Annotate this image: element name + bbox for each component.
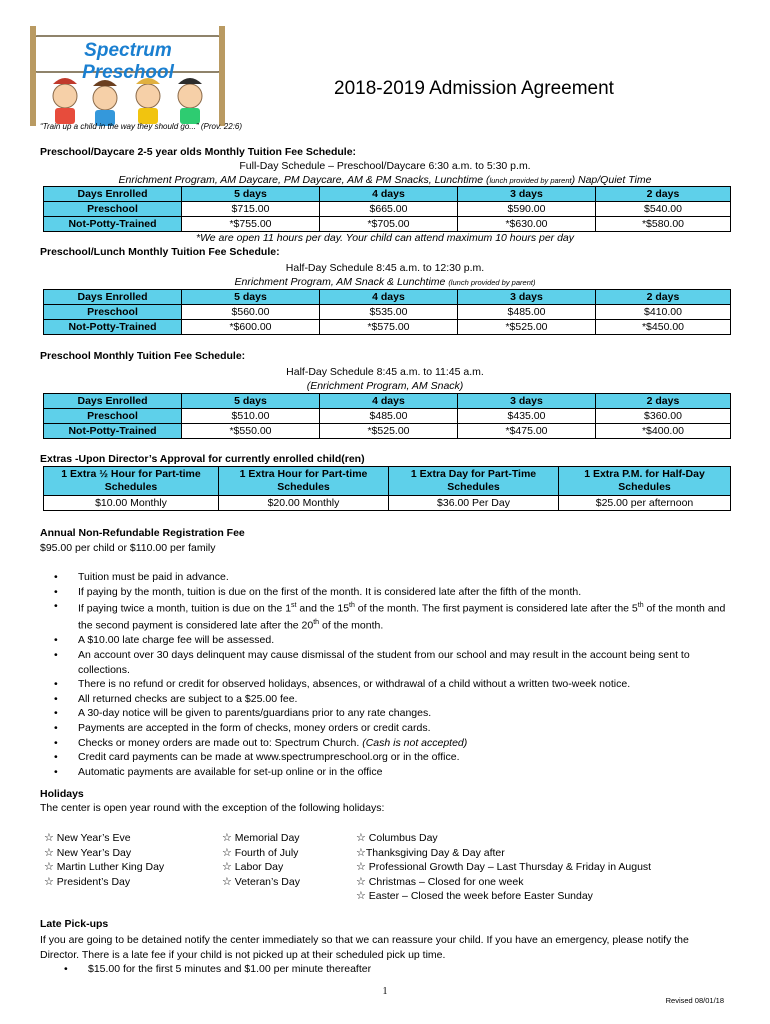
list-item: ☆ New Year’s Eve (44, 832, 131, 844)
star-icon: ☆ (222, 846, 232, 859)
policy-list (54, 570, 734, 779)
star-icon: ☆ (222, 861, 232, 874)
registration-heading: Annual Non-Refundable Registration Fee (40, 527, 245, 539)
table-header: 4 days (320, 187, 458, 202)
table-cell: $435.00 (458, 409, 596, 424)
table-cell: $360.00 (596, 409, 731, 424)
list-item: ☆ Easter – Closed the week before Easter Sunday (356, 890, 593, 903)
table-cell: $25.00 per afternoon (559, 496, 731, 511)
list-item: ☆ Professional Growth Day – Last Thursday & Friday in August (356, 861, 652, 874)
holidays-heading: Holidays (40, 788, 84, 800)
table-cell: $36.00 Per Day (389, 496, 559, 511)
row-label: Preschool (44, 305, 182, 320)
table-cell: *$475.00 (458, 424, 596, 439)
page-number: 1 (382, 986, 388, 997)
table-cell: *$525.00 (458, 320, 596, 335)
list-item: • Credit card payments can be made at www.spectrumpreschool.org or in the office. (54, 750, 734, 765)
table-cell: $10.00 Monthly (44, 496, 219, 511)
row-label: Preschool (44, 202, 182, 217)
page-title: 2018-2019 Admission Agreement (334, 78, 614, 99)
table-cell: $510.00 (182, 409, 320, 424)
list-item: ☆Thanksgiving Day & Day after (356, 846, 505, 859)
late-pickups-text: If you are going to be detained notify the center immediately so that we can reassure your child. If you have an emergency, please notify the Director. There is a late fee if your child is not picked up at their scheduled pick up time. (40, 934, 689, 961)
star-icon: ☆ (222, 832, 232, 844)
table-row (44, 217, 731, 232)
table-cell: $410.00 (596, 305, 731, 320)
list-item: ☆ Labor Day (222, 861, 284, 874)
list-item: • Automatic payments are available for set-up online or in the office (54, 765, 734, 780)
lunch-fee-table (43, 289, 731, 335)
list-item: • If paying by the month, tuition is due on the first of the month. It is considered late after the fifth of the month. (54, 585, 734, 600)
list-item: • Tuition must be paid in advance. (54, 570, 734, 585)
table-header: 1 Extra P.M. for Half-Day Schedules (559, 467, 731, 496)
table-header: 2 days (596, 187, 731, 202)
table-header: 5 days (182, 187, 320, 202)
list-item: • A 30-day notice will be given to parents/guardians prior to any rate changes. (54, 706, 734, 721)
table-header: 1 Extra ½ Hour for Part-time Schedules (44, 467, 219, 496)
daycare-heading: Preschool/Daycare 2-5 year olds Monthly Tuition Fee Schedule: (40, 146, 357, 158)
late-pickups-heading: Late Pick-ups (40, 918, 109, 930)
table-header: 4 days (320, 394, 458, 409)
table-header: 3 days (458, 290, 596, 305)
holidays-intro: The center is open year round with the exception of the following holidays: (40, 802, 385, 814)
holidays-column-1 (44, 831, 164, 889)
star-icon: ☆ (44, 861, 54, 874)
registration-fee-text: $95.00 per child or $110.00 per family (40, 542, 216, 554)
star-icon: ☆ (44, 846, 54, 859)
table-cell: *$525.00 (320, 424, 458, 439)
star-icon: ☆ (356, 890, 366, 903)
table-cell: $20.00 Monthly (219, 496, 389, 511)
table-cell: *$705.00 (320, 217, 458, 232)
row-label: Not-Potty-Trained (44, 424, 182, 439)
table-header: Days Enrolled (44, 290, 182, 305)
table-row (44, 424, 731, 439)
table-header: 5 days (182, 290, 320, 305)
extras-heading: Extras -Upon Director’s Approval for currently enrolled child(ren) (40, 453, 365, 465)
table-row (44, 409, 731, 424)
star-icon: ☆ (356, 832, 366, 844)
holidays-column-3 (356, 831, 651, 904)
table-header: 2 days (596, 394, 731, 409)
preschool-schedule-line: Half-Day Schedule 8:45 a.m. to 11:45 a.m. (286, 366, 484, 378)
table-cell: *$755.00 (182, 217, 320, 232)
preschool-fee-table (43, 393, 731, 439)
list-item: ☆ Fourth of July (222, 846, 299, 859)
table-header: 5 days (182, 394, 320, 409)
star-icon: ☆ (356, 861, 366, 874)
star-icon: ☆ (44, 875, 54, 888)
list-item: ☆ President’s Day (44, 875, 131, 888)
table-cell: *$630.00 (458, 217, 596, 232)
table-cell: *$400.00 (596, 424, 731, 439)
star-icon: ☆ (356, 875, 366, 888)
list-item: ☆ New Year’s Day (44, 846, 132, 859)
list-item: ☆ Memorial Day (222, 832, 300, 844)
list-item: • $15.00 for the first 5 minutes and $1.00 per minute thereafter (64, 962, 664, 977)
table-header: 3 days (458, 187, 596, 202)
star-icon: ☆ (356, 846, 366, 859)
row-label: Not-Potty-Trained (44, 320, 182, 335)
list-item: ☆ Martin Luther King Day (44, 861, 165, 874)
table-cell: $485.00 (458, 305, 596, 320)
preschool-heading: Preschool Monthly Tuition Fee Schedule: (40, 350, 246, 362)
table-cell: $535.00 (320, 305, 458, 320)
star-icon: ☆ (44, 832, 54, 844)
table-row (44, 305, 731, 320)
row-label: Not-Potty-Trained (44, 217, 182, 232)
extras-fee-table (43, 466, 731, 511)
lunch-schedule-line: Half-Day Schedule 8:45 a.m. to 12:30 p.m. (285, 262, 485, 274)
table-cell: $540.00 (596, 202, 731, 217)
table-header: 3 days (458, 394, 596, 409)
list-item: • If paying twice a month, tuition is due on the 1st and the 15th of the month. The first payment is considered late after the 5th of the month and the second payment is considered late after the 20th of the month. (54, 599, 734, 633)
table-cell: $560.00 (182, 305, 320, 320)
table-cell: *$450.00 (596, 320, 731, 335)
table-header: 1 Extra Hour for Part-time Schedules (219, 467, 389, 496)
star-icon: ☆ (222, 875, 232, 888)
table-header: 2 days (596, 290, 731, 305)
list-item: • Payments are accepted in the form of checks, money orders or credit cards. (54, 721, 734, 736)
table-header: Days Enrolled (44, 394, 182, 409)
late-fee-list (64, 962, 664, 977)
lunch-program-line: Enrichment Program, AM Snack & Lunchtime (lunch provided by parent) (234, 276, 536, 288)
lunch-heading: Preschool/Lunch Monthly Tuition Fee Schedule: (40, 246, 280, 258)
holidays-column-2 (222, 831, 300, 889)
daycare-hours-note: *We are open 11 hours per day. Your child can attend maximum 10 hours per day (195, 232, 575, 244)
row-label: Preschool (44, 409, 182, 424)
revised-date: Revised 08/01/18 (665, 996, 724, 1005)
list-item: • A $10.00 late charge fee will be assessed. (54, 633, 734, 648)
table-row (44, 320, 731, 335)
list-item: • All returned checks are subject to a $25.00 fee. (54, 692, 734, 707)
list-item: • There is no refund or credit for observed holidays, absences, or withdrawal of a child without a written two-week notice. (54, 677, 734, 692)
daycare-schedule-line: Full-Day Schedule – Preschool/Daycare 6:30 a.m. to 5:30 p.m. (239, 160, 531, 172)
list-item: • An account over 30 days delinquent may cause dismissal of the student from our school and may result in the account being sent to collections. (54, 648, 734, 677)
table-row (44, 496, 731, 511)
list-item: ☆ Veteran’s Day (222, 875, 300, 888)
table-cell: $590.00 (458, 202, 596, 217)
table-cell: *$550.00 (182, 424, 320, 439)
daycare-program-line: Enrichment Program, AM Daycare, PM Daycare, AM & PM Snacks, Lunchtime (lunch provided by parent) Nap/Quiet Time (118, 174, 652, 186)
logo-text: Spectrum Preschool (82, 40, 174, 83)
list-item: ☆ Christmas – Closed for one week (356, 875, 524, 888)
table-cell: *$575.00 (320, 320, 458, 335)
table-cell: *$600.00 (182, 320, 320, 335)
list-item: ☆ Columbus Day (356, 832, 438, 844)
table-cell: $485.00 (320, 409, 458, 424)
table-header: Days Enrolled (44, 187, 182, 202)
table-cell: $665.00 (320, 202, 458, 217)
table-header: 4 days (320, 290, 458, 305)
daycare-fee-table (43, 186, 731, 232)
table-row (44, 202, 731, 217)
preschool-program-line: (Enrichment Program, AM Snack) (306, 380, 464, 392)
table-header: 1 Extra Day for Part-Time Schedules (389, 467, 559, 496)
table-cell: *$580.00 (596, 217, 731, 232)
list-item: • Checks or money orders are made out to: Spectrum Church. (Cash is not accepted) (54, 736, 734, 751)
tagline: “Train up a child in the way they should go...” (Prov. 22:6) (40, 122, 243, 131)
table-cell: $715.00 (182, 202, 320, 217)
